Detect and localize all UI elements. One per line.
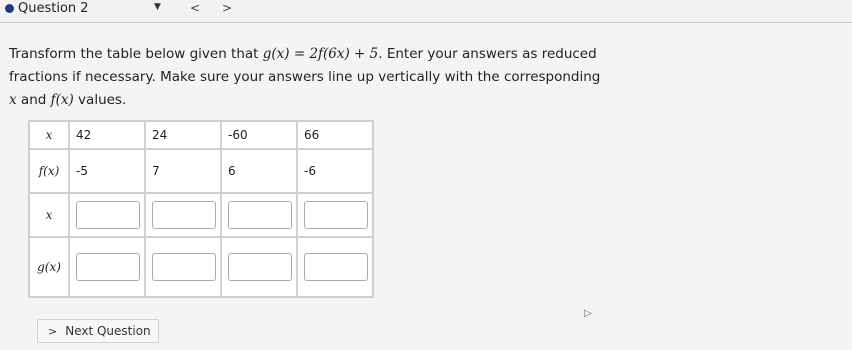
- new-x-cell: [69, 193, 145, 237]
- fx-value-cell: -5: [69, 149, 145, 193]
- table-row-gx: [29, 237, 373, 297]
- row-label-fx: f(x): [29, 149, 69, 193]
- prompt-var-x: x: [9, 92, 17, 108]
- fx-value-cell: 6: [221, 149, 297, 193]
- gx-cell: [221, 237, 297, 297]
- next-question-button[interactable]: [37, 319, 159, 343]
- new-x-cell: [221, 193, 297, 237]
- new-x-input-4[interactable]: [304, 201, 368, 229]
- mouse-pointer-icon: ▷: [584, 308, 592, 319]
- new-x-input-3[interactable]: [228, 201, 292, 229]
- prompt-text-2: . Enter your answers as reduced fractions if necessary. Make sure your answers line up vertically with the corresponding: [9, 46, 601, 85]
- previous-question-button[interactable]: <: [190, 1, 201, 15]
- chevron-right-icon: >: [48, 324, 58, 338]
- question-status-dot: [5, 4, 14, 13]
- x-value-cell: 66: [297, 121, 373, 149]
- x-value-cell: 42: [69, 121, 145, 149]
- x-value-cell: 24: [145, 121, 221, 149]
- next-question-label: Next Question: [65, 324, 151, 338]
- fx-value-cell: -6: [297, 149, 373, 193]
- fx-value-cell: 7: [145, 149, 221, 193]
- question-header-bar: [0, 0, 852, 23]
- gx-cell: [69, 237, 145, 297]
- table-row-fx: [29, 149, 373, 193]
- new-x-cell: [145, 193, 221, 237]
- prompt-text-4: values.: [73, 92, 127, 108]
- row-label-gx: g(x): [29, 237, 69, 297]
- gx-cell: [145, 237, 221, 297]
- new-x-input-1[interactable]: [76, 201, 140, 229]
- gx-input-1[interactable]: [76, 253, 140, 281]
- question-dropdown-caret-icon[interactable]: ▼: [154, 2, 161, 12]
- gx-input-3[interactable]: [228, 253, 292, 281]
- prompt-text-3: and: [16, 92, 51, 108]
- table-row-new-x: [29, 193, 373, 237]
- new-x-input-2[interactable]: [152, 201, 216, 229]
- gx-cell: [297, 237, 373, 297]
- question-title: Question 2: [18, 1, 89, 16]
- prompt-formula: g(x) = 2f(6x) + 5: [262, 46, 379, 62]
- gx-input-4[interactable]: [304, 253, 368, 281]
- prompt-var-fx: f(x): [50, 92, 74, 108]
- prompt-text-1: Transform the table below given that: [9, 46, 263, 62]
- new-x-cell: [297, 193, 373, 237]
- question-prompt: [9, 43, 609, 112]
- row-label-new-x: x: [29, 193, 69, 237]
- next-question-arrow-button[interactable]: >: [222, 1, 233, 15]
- row-label-x: x: [29, 121, 69, 149]
- table-row-x: [29, 121, 373, 149]
- x-value-cell: -60: [221, 121, 297, 149]
- gx-input-2[interactable]: [152, 253, 216, 281]
- transform-table: [28, 120, 374, 298]
